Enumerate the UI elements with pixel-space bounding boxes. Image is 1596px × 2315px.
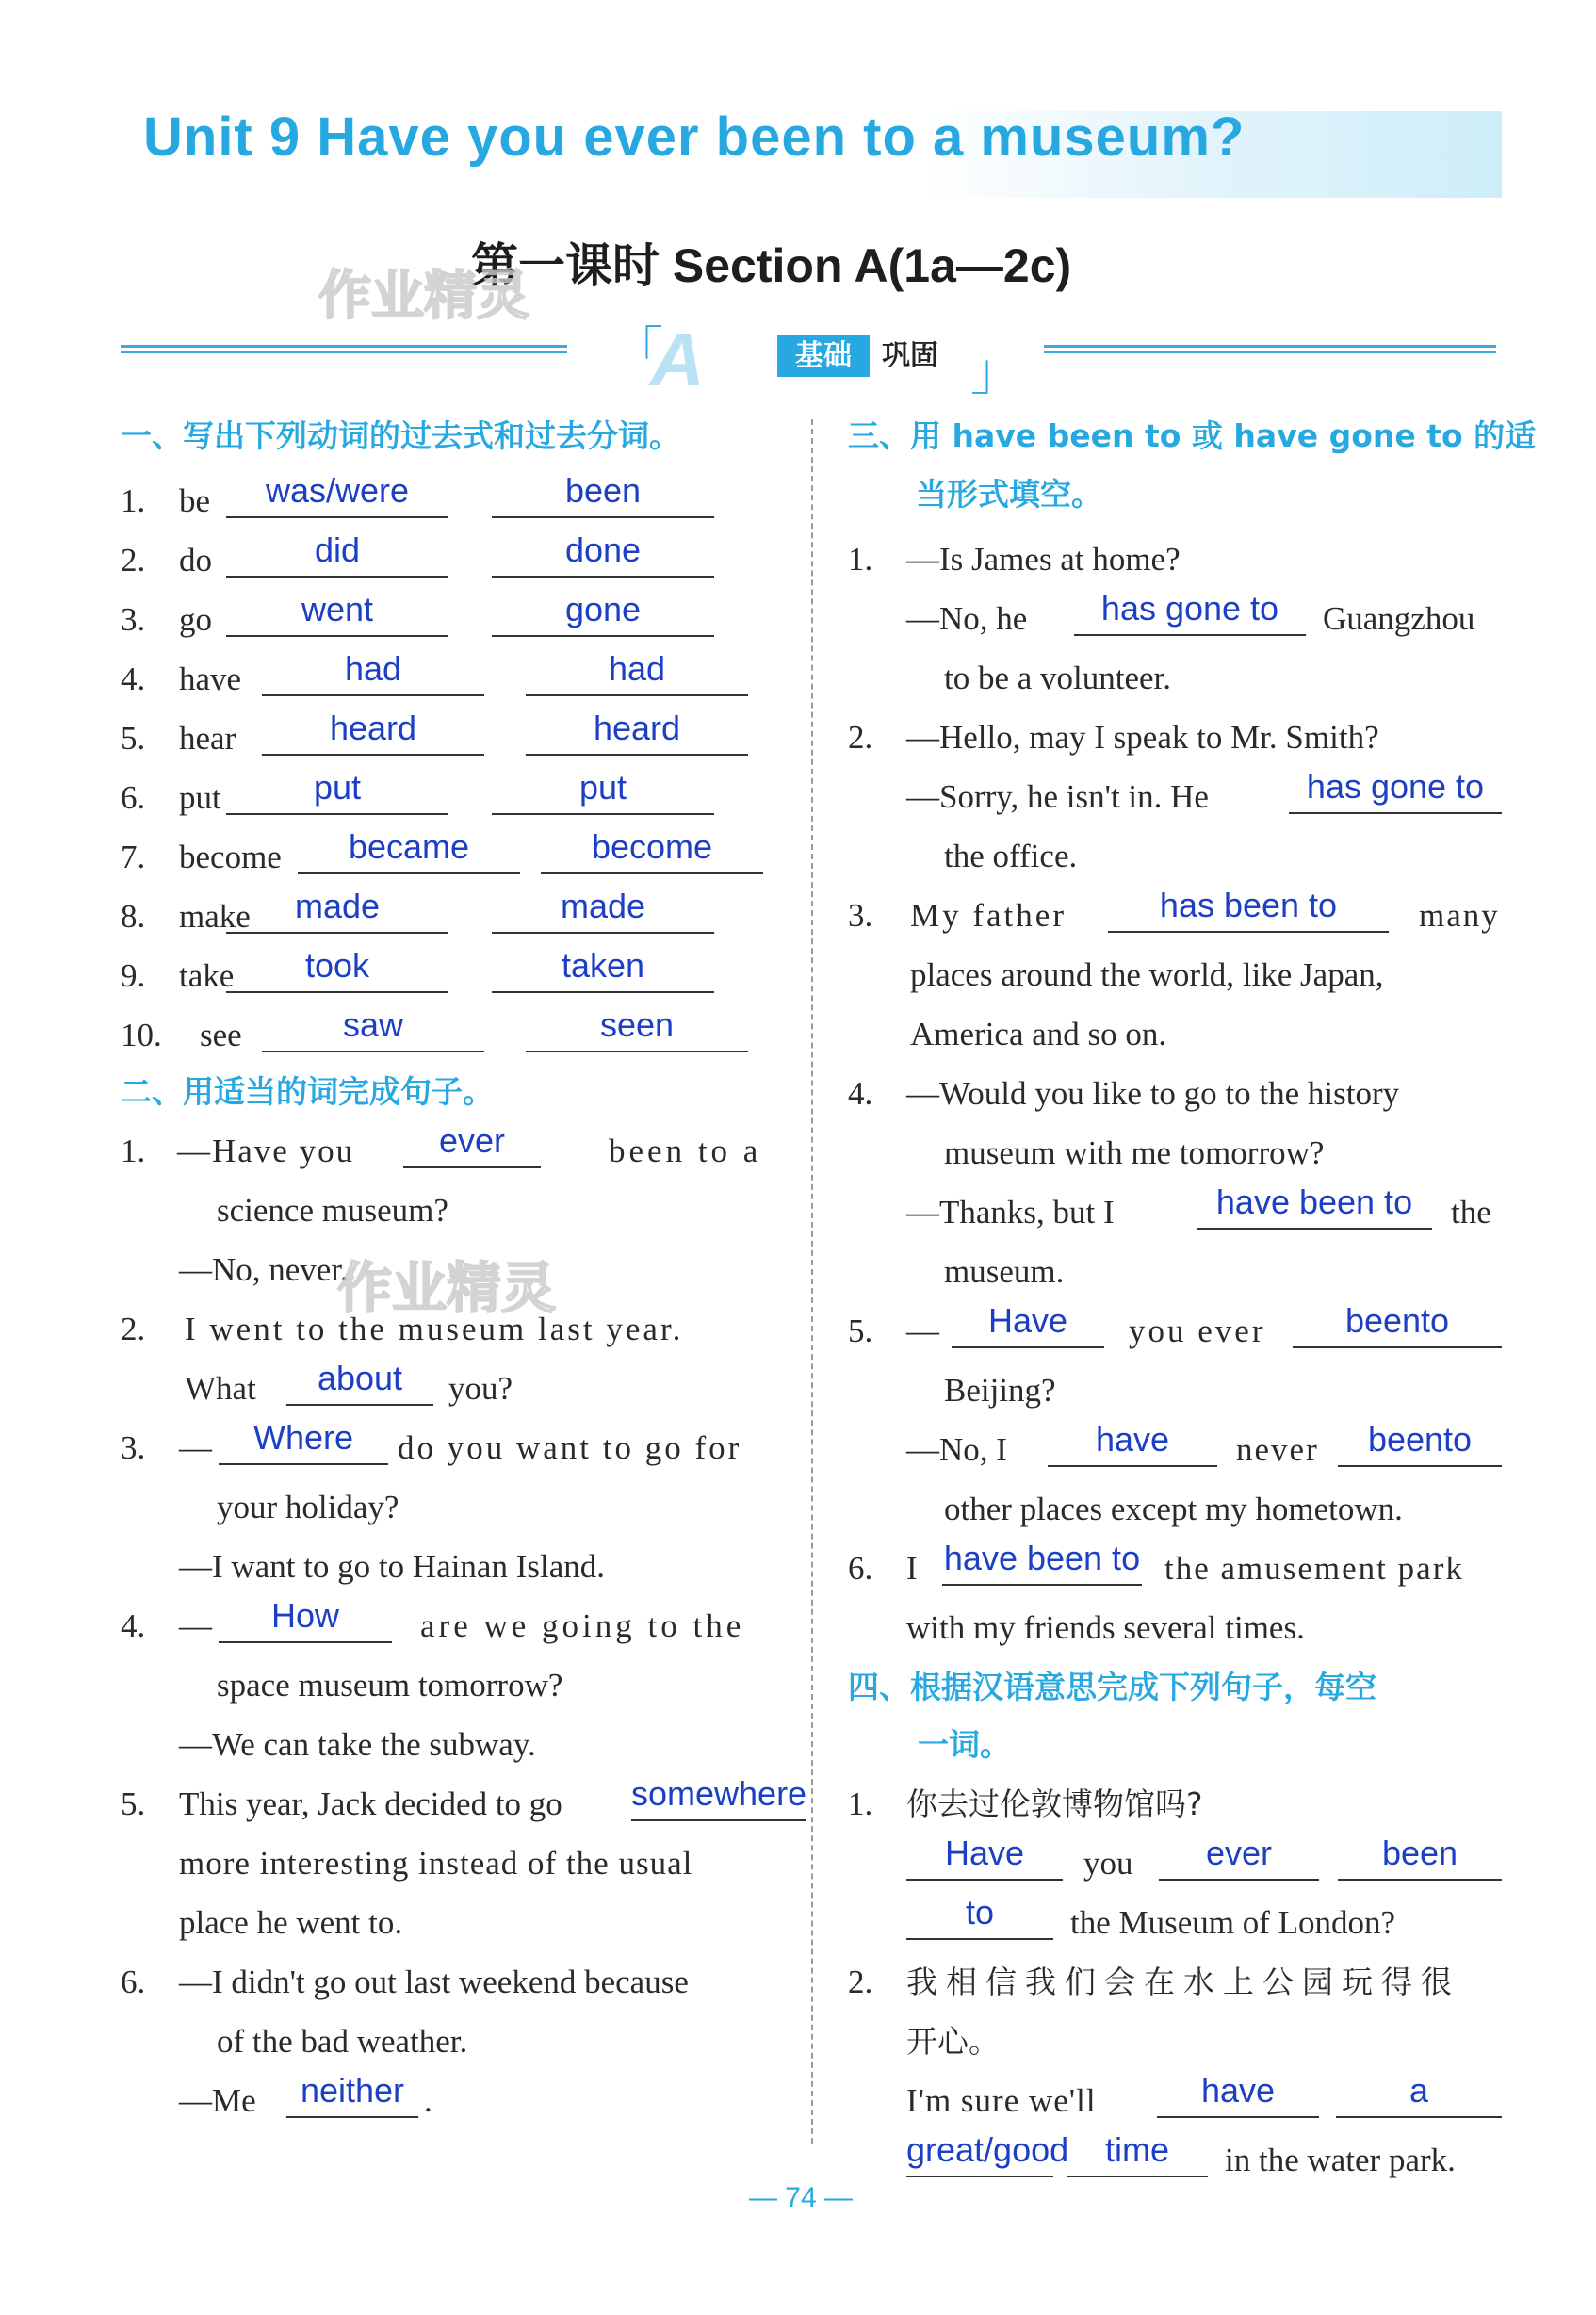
question-text: science museum? — [217, 1192, 448, 1229]
past-tense-blank[interactable]: took — [226, 952, 448, 993]
answer-blank[interactable]: about — [286, 1364, 433, 1406]
part2-q3-line2 — [121, 1477, 791, 1537]
part3-q6 — [848, 1539, 1506, 1598]
level-letter: A — [650, 318, 705, 401]
past-participle-blank[interactable]: been — [492, 477, 714, 518]
question-text: other places except my hometown. — [944, 1491, 1403, 1527]
part4-q1 — [848, 1774, 1506, 1834]
question-text: the office. — [944, 838, 1078, 874]
answer-blank[interactable]: have — [1048, 1426, 1217, 1467]
verb-row — [121, 768, 791, 827]
part3-q3-line2 — [848, 945, 1506, 1004]
verb-row — [121, 530, 791, 590]
question-number: 6. — [121, 1964, 146, 2000]
question-number: 3. — [121, 1429, 146, 1466]
verb-row — [121, 709, 791, 768]
question-text: of the bad weather. — [217, 2023, 468, 2060]
part2-q4-line3 — [121, 1715, 791, 1774]
question-text: 我相信我们会在水上公园玩得很 — [906, 1964, 1460, 2000]
watermark: 作业精灵 — [318, 266, 529, 327]
question-text: museum. — [944, 1253, 1065, 1290]
question-text: place he went to. — [179, 1904, 403, 1941]
verb-base: make — [179, 898, 251, 935]
past-tense-blank[interactable]: heard — [262, 714, 484, 756]
verb-base: put — [179, 779, 221, 816]
question-number: 10. — [121, 1017, 162, 1053]
part3-q1-line3 — [848, 648, 1506, 708]
question-text: space museum tomorrow? — [217, 1667, 563, 1704]
verb-row — [121, 827, 791, 887]
question-number: 3. — [121, 601, 146, 638]
question-text: —Hello, may I speak to Mr. Smith? — [906, 719, 1379, 756]
answer-blank[interactable]: beento — [1293, 1307, 1502, 1348]
verb-base: do — [179, 542, 212, 579]
verb-row — [121, 1005, 791, 1065]
past-participle-blank[interactable]: become — [541, 833, 763, 874]
part4-q2 — [848, 1952, 1506, 2012]
verb-base: be — [179, 482, 211, 519]
past-participle-blank[interactable]: done — [492, 536, 714, 578]
past-tense-blank[interactable]: saw — [262, 1011, 484, 1052]
question-text: your holiday? — [217, 1489, 399, 1525]
verb-base: take — [179, 957, 235, 994]
part3-q3 — [848, 886, 1506, 945]
answer-blank[interactable]: ever — [1159, 1839, 1319, 1881]
answer-blank[interactable]: great/good — [906, 2136, 1053, 2177]
question-number: 2. — [848, 1964, 873, 2000]
question-number: 4. — [121, 660, 146, 697]
question-text: What — [185, 1370, 256, 1407]
question-number: 5. — [848, 1312, 873, 1349]
question-text: the amusement park — [1164, 1550, 1464, 1587]
divider-rule-right — [1044, 345, 1496, 353]
part2-q6 — [121, 1952, 791, 2012]
question-number: 2. — [121, 1311, 146, 1347]
part3-heading: 三、用 have been to 或 have gone to 的适 — [848, 417, 1537, 454]
question-text: are we going to the — [420, 1607, 745, 1644]
question-text: do you want to go for — [398, 1429, 742, 1466]
answer-blank[interactable]: has gone to — [1074, 595, 1306, 636]
verb-base: see — [200, 1017, 242, 1053]
page-number: — 74 — — [748, 2182, 854, 2213]
answer-blank[interactable]: has been to — [1108, 891, 1389, 933]
question-number: 5. — [121, 1785, 146, 1822]
question-text: Beijing? — [944, 1372, 1056, 1409]
part3-q5-line2 — [848, 1361, 1506, 1420]
part2-q5 — [121, 1774, 807, 1834]
answer-blank[interactable]: time — [1067, 2136, 1208, 2177]
part2-q6-line3 — [121, 2071, 791, 2130]
question-text: 开心。 — [906, 2023, 1000, 2060]
past-participle-blank[interactable]: had — [526, 655, 748, 696]
part4-q2-line4 — [848, 2130, 1506, 2190]
part2-q4 — [121, 1596, 791, 1655]
question-number: 5. — [121, 720, 146, 757]
past-tense-blank[interactable]: went — [226, 595, 448, 637]
answer-blank[interactable]: ever — [403, 1127, 541, 1168]
question-text: —We can take the subway. — [179, 1726, 536, 1763]
answer-blank[interactable]: to — [906, 1899, 1053, 1940]
question-number: 7. — [121, 839, 146, 875]
past-participle-blank[interactable]: made — [492, 892, 714, 934]
part2-q5-line2 — [121, 1834, 791, 1893]
bracket-left: 「 — [612, 321, 663, 381]
past-participle-blank[interactable]: taken — [492, 952, 714, 993]
question-text: This year, Jack decided to go — [179, 1785, 562, 1822]
answer-blank[interactable]: a — [1336, 2077, 1502, 2118]
question-text: —Would you like to go to the history — [906, 1075, 1400, 1112]
question-text: —Have you — [177, 1133, 355, 1169]
question-text: I'm sure we'll — [906, 2082, 1097, 2119]
answer-blank[interactable]: neither — [286, 2077, 418, 2118]
part2-q1 — [121, 1121, 791, 1181]
question-text: been to a — [609, 1133, 762, 1169]
question-text: My father — [910, 897, 1067, 934]
question-text: the Museum of London? — [1070, 1904, 1396, 1941]
past-tense-blank[interactable]: put — [226, 774, 448, 815]
past-participle-blank[interactable]: heard — [526, 714, 748, 756]
watermark: 作业精灵 — [337, 1256, 557, 1320]
answer-blank[interactable]: Where — [219, 1424, 388, 1465]
question-text: —I want to go to Hainan Island. — [179, 1548, 605, 1585]
verb-row — [121, 946, 791, 1005]
part3-q4-line2 — [848, 1123, 1506, 1182]
verb-row — [121, 471, 791, 530]
part4-heading: 四、根据汉语意思完成下列句子，每空 — [848, 1669, 1376, 1705]
column-divider — [811, 419, 813, 2144]
part2-q3 — [121, 1418, 791, 1477]
question-text: — — [906, 1312, 939, 1349]
question-text: you? — [448, 1370, 513, 1407]
part4-q1-line2 — [848, 1834, 1506, 1893]
level-badge-label: 巩固 — [882, 339, 938, 372]
question-number: 4. — [121, 1607, 146, 1644]
answer-blank[interactable]: have been to — [1197, 1188, 1432, 1230]
right-column — [848, 413, 1537, 2190]
question-text: more interesting instead of the usual — [179, 1845, 693, 1882]
unit-title: Unit 9 Have you ever been to a museum? — [143, 106, 1246, 168]
question-number: 1. — [848, 541, 873, 578]
part4-heading-cont: 一词。 — [918, 1726, 1011, 1763]
question-number: 2. — [848, 719, 873, 756]
part3-q2-line3 — [848, 826, 1506, 886]
past-participle-blank[interactable]: seen — [526, 1011, 748, 1052]
verb-row — [121, 649, 791, 709]
part2-q4-line2 — [121, 1655, 791, 1715]
question-text: —I didn't go out last weekend because — [179, 1964, 689, 2000]
part3-q5 — [848, 1301, 1506, 1361]
verb-row — [121, 590, 791, 649]
past-participle-blank[interactable]: gone — [492, 595, 714, 637]
part2-q5-line3 — [121, 1893, 791, 1952]
question-text: I went to the museum last year. — [185, 1311, 684, 1347]
bracket-right: 」 — [970, 342, 1021, 401]
question-text: places around the world, like Japan, — [910, 956, 1384, 993]
question-number: 1. — [848, 1785, 873, 1822]
part3-q3-line3 — [848, 1004, 1506, 1064]
answer-blank[interactable]: Have — [906, 1839, 1063, 1881]
question-text: — — [179, 1429, 212, 1466]
question-text: . — [424, 2082, 432, 2119]
question-text: America and so on. — [910, 1016, 1167, 1052]
part3-q4-line4 — [848, 1242, 1506, 1301]
question-text: you — [1083, 1845, 1133, 1882]
question-text: the — [1451, 1194, 1491, 1231]
question-text: 你去过伦敦博物馆吗? — [906, 1785, 1203, 1822]
question-number: 6. — [121, 779, 146, 816]
question-text: —Is James at home? — [906, 541, 1181, 578]
verb-base: have — [179, 660, 242, 697]
part4-q1-line3 — [848, 1893, 1506, 1952]
part2-heading: 二、用适当的词完成句子。 — [121, 1073, 494, 1110]
verb-base: go — [179, 601, 212, 638]
question-text: to be a volunteer. — [944, 660, 1172, 696]
question-text: —No, he — [906, 600, 1028, 637]
verb-base: become — [179, 839, 282, 875]
answer-blank[interactable]: been — [1338, 1839, 1502, 1881]
part2-q2-line2 — [121, 1359, 791, 1418]
past-tense-blank[interactable]: made — [226, 892, 448, 934]
verb-row — [121, 887, 791, 946]
question-text: —Me — [179, 2082, 256, 2119]
question-text: I — [906, 1550, 918, 1587]
part4-q2-line2 — [848, 2012, 1506, 2071]
past-participle-blank[interactable]: put — [492, 774, 714, 815]
part3-q1 — [848, 530, 1506, 589]
question-text: in the water park. — [1225, 2142, 1456, 2178]
part4-q2-line3 — [848, 2071, 1506, 2130]
question-number: 6. — [848, 1550, 873, 1587]
question-text: —Sorry, he isn't in. He — [906, 778, 1209, 815]
question-number: 9. — [121, 957, 146, 994]
part1-list — [121, 471, 791, 1065]
past-tense-blank[interactable]: did — [226, 536, 448, 578]
part3-q4 — [848, 1064, 1506, 1123]
question-number: 4. — [848, 1075, 873, 1112]
question-number: 3. — [848, 897, 873, 934]
part2-q3-line3 — [121, 1537, 791, 1596]
part3-heading-cont: 当形式填空。 — [916, 476, 1102, 513]
past-tense-blank[interactable]: had — [262, 655, 484, 696]
part3-q1-line2 — [848, 589, 1506, 648]
divider-rule-left — [121, 345, 567, 353]
part3-q5-line4 — [848, 1479, 1506, 1539]
question-text: never — [1236, 1431, 1319, 1468]
question-text: Guangzhou — [1323, 600, 1475, 637]
part3-q5-line3 — [848, 1420, 1506, 1479]
answer-blank[interactable]: How — [219, 1602, 392, 1643]
question-text: — — [179, 1607, 212, 1644]
past-tense-blank[interactable]: became — [298, 833, 520, 874]
answer-blank[interactable]: Have — [952, 1307, 1104, 1348]
question-text: you ever — [1129, 1312, 1266, 1349]
question-text: —No, never. — [179, 1251, 349, 1288]
question-text: —Thanks, but I — [906, 1194, 1115, 1231]
answer-blank[interactable]: somewhere — [631, 1780, 806, 1821]
part1-heading: 一、写出下列动词的过去式和过去分词。 — [121, 417, 680, 454]
part3-q2-line2 — [848, 767, 1506, 826]
verb-base: hear — [179, 720, 236, 757]
question-number: 1. — [121, 1133, 146, 1169]
part2-q6-line2 — [121, 2012, 791, 2071]
question-text: —No, I — [906, 1431, 1007, 1468]
level-badge: 基础 — [777, 335, 870, 377]
question-text: museum with me tomorrow? — [944, 1134, 1325, 1171]
question-number: 1. — [121, 482, 146, 519]
answer-blank[interactable]: has gone to — [1289, 773, 1502, 814]
part3-q4-line3 — [848, 1182, 1506, 1242]
question-text: many — [1419, 897, 1500, 934]
answer-blank[interactable]: have been to — [942, 1544, 1142, 1586]
part3-q2 — [848, 708, 1506, 767]
part3-q6-line2 — [848, 1598, 1506, 1657]
part2-q1-line2 — [121, 1181, 791, 1240]
section-title: 第一课时 Section A(1a—2c) — [471, 239, 1072, 292]
answer-blank[interactable]: have — [1157, 2077, 1319, 2118]
question-number: 8. — [121, 898, 146, 935]
past-tense-blank[interactable]: was/were — [226, 477, 448, 518]
question-number: 2. — [121, 542, 146, 579]
answer-blank[interactable]: beento — [1338, 1426, 1502, 1467]
question-text: with my friends several times. — [906, 1609, 1305, 1646]
